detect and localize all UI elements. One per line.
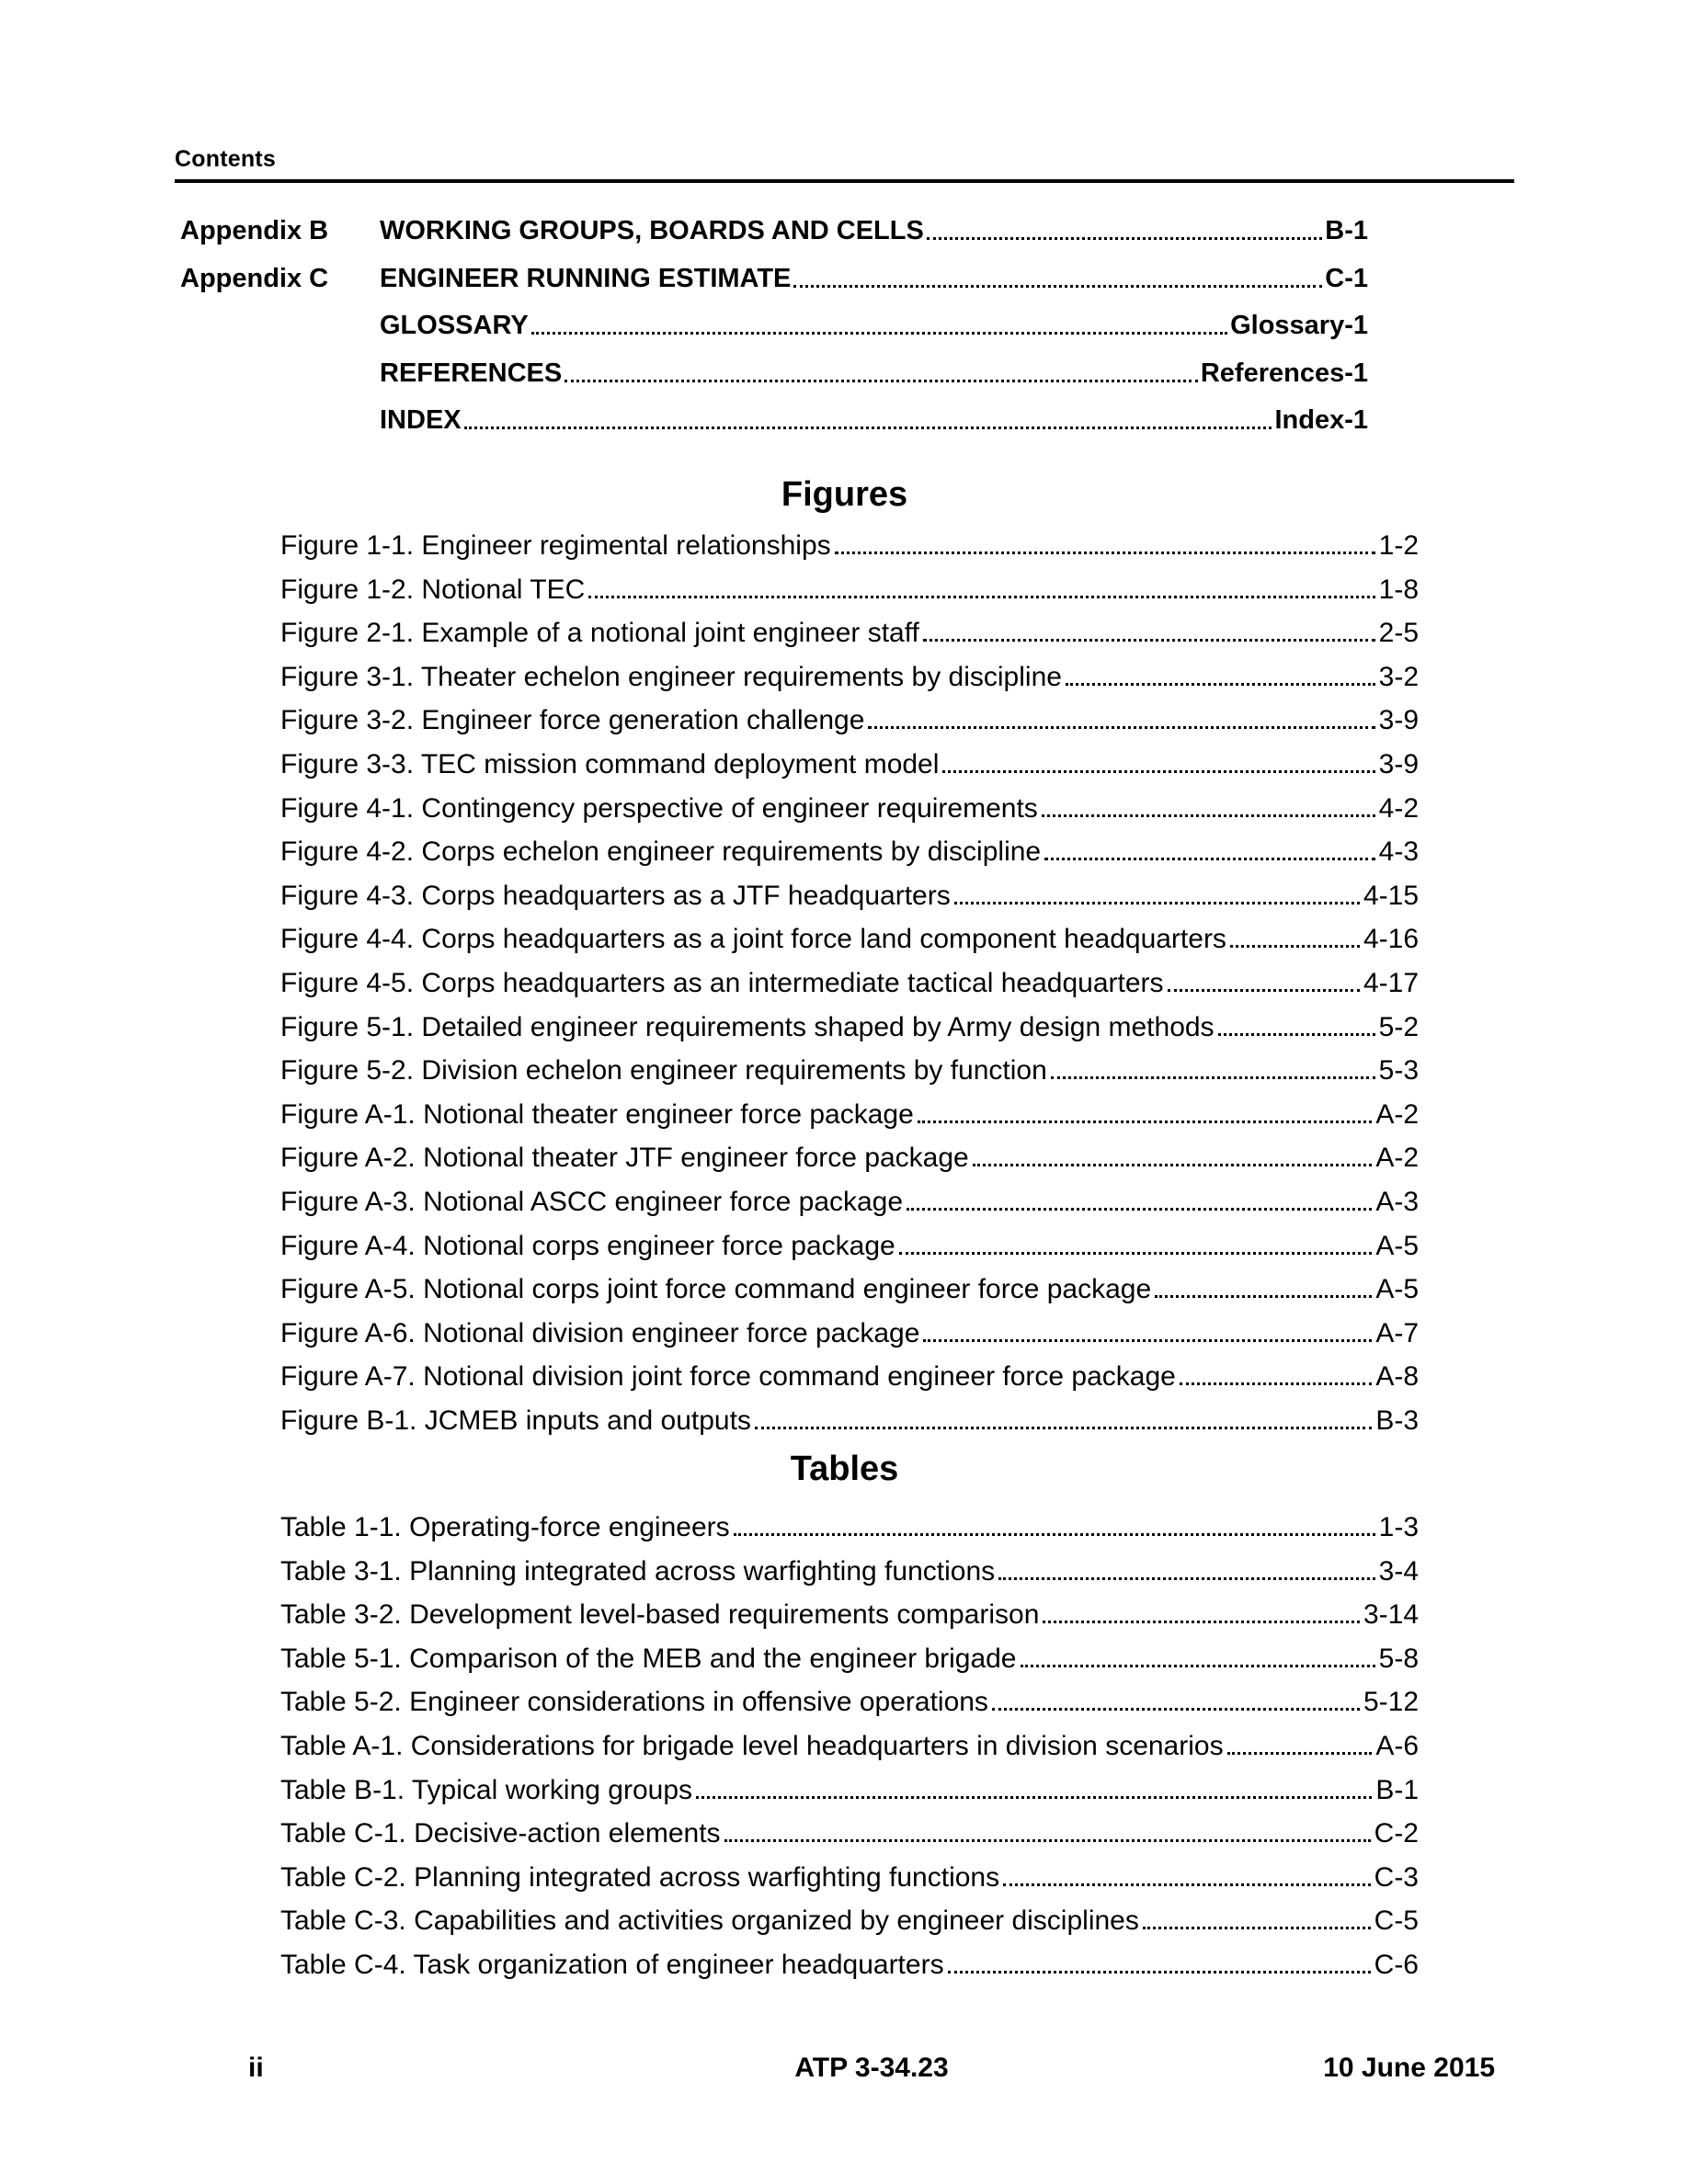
page-header <box>175 145 1514 183</box>
dot-leader <box>1003 1856 1371 1886</box>
toc-entry-page: 1-8 <box>1378 574 1419 605</box>
tables-heading: Tables <box>790 1450 899 1488</box>
toc-entry-title: Figure A-5. Notional corps joint force command engineer force package <box>280 1274 1152 1305</box>
toc-entry-page: C-5 <box>1374 1905 1419 1937</box>
toc-entry-title: Table C-1. Decisive-action elements <box>280 1818 721 1849</box>
toc-entry <box>280 830 1419 874</box>
toc-entry <box>280 1506 1419 1550</box>
toc-entry-label: Appendix B <box>180 216 329 245</box>
toc-entry-title: Figure 4-4. Corps headquarters as a joint force land component headquarters <box>280 924 1226 955</box>
toc-entry <box>280 1856 1419 1900</box>
toc-entry <box>280 1637 1419 1681</box>
toc-entry-title: Table 3-2. Development level-based requirements comparison <box>280 1599 1040 1631</box>
toc-entry-title: Figure B-1. JCMEB inputs and outputs <box>280 1405 751 1436</box>
toc-entry-page: Glossary-1 <box>1230 311 1368 341</box>
dot-leader <box>793 256 1322 288</box>
toc-entry-title: Figure 4-5. Corps headquarters as an intermediate tactical headquarters <box>280 967 1164 998</box>
toc-entry-page: 1-3 <box>1378 1512 1419 1542</box>
dot-leader <box>907 1180 1372 1211</box>
toc-entry-page: 3-14 <box>1363 1599 1419 1631</box>
dot-leader <box>1218 1006 1375 1036</box>
contents-header-label: Contents <box>175 146 276 172</box>
dot-leader <box>998 1550 1375 1580</box>
toc-entry-title: Figure A-6. Notional division engineer force package <box>280 1317 920 1348</box>
toc-entry <box>180 256 1368 303</box>
toc-entry-title: INDEX <box>380 405 462 436</box>
toc-entry-title: Figure 5-2. Division echelon engineer requirements by function <box>280 1055 1047 1086</box>
toc-entry-page: A-5 <box>1375 1274 1419 1305</box>
toc-entry <box>280 524 1419 568</box>
toc-entry-title: Figure 4-2. Corps echelon engineer requirements by discipline <box>280 836 1042 868</box>
toc-entry-title: Table B-1. Typical working groups <box>280 1774 693 1805</box>
toc-entry <box>280 1943 1419 1987</box>
toc-entry <box>280 917 1419 961</box>
toc-entry-page: 5-3 <box>1378 1055 1419 1086</box>
dot-leader <box>588 568 1374 598</box>
toc-entry <box>280 1724 1419 1769</box>
toc-entry-page: C-1 <box>1325 263 1368 293</box>
dot-leader <box>992 1680 1360 1711</box>
dot-leader <box>973 1136 1373 1166</box>
toc-entry-title: Table C-3. Capabilities and activities organized by engineer disciplines <box>280 1905 1139 1937</box>
tables-toc-list <box>280 1506 1419 1987</box>
toc-entry <box>280 1812 1419 1856</box>
toc-entry <box>280 1006 1419 1050</box>
dot-leader <box>1066 655 1375 686</box>
toc-entry <box>280 1049 1419 1093</box>
dot-leader <box>1180 1355 1372 1385</box>
toc-entry-page: 4-16 <box>1363 924 1419 955</box>
toc-entry-page: A-3 <box>1375 1186 1419 1217</box>
toc-entry-title: Table C-4. Task organization of engineer headquarters <box>280 1949 944 1980</box>
toc-entry-page: 5-8 <box>1378 1643 1419 1674</box>
toc-entry-page: A-2 <box>1375 1098 1419 1130</box>
toc-entry-title: Figure 5-1. Detailed engineer requirements shaped by Army design methods <box>280 1011 1215 1042</box>
dot-leader <box>464 397 1272 429</box>
toc-entry <box>280 961 1419 1006</box>
toc-entry-title: Table A-1. Considerations for brigade level headquarters in division scenarios <box>280 1730 1224 1761</box>
toc-entry <box>280 1224 1419 1268</box>
toc-entry-title: Figure 2-1. Example of a notional joint engineer staff <box>280 618 919 649</box>
dot-leader <box>918 1093 1373 1123</box>
front-matter-toc-list <box>180 208 1368 445</box>
toc-entry-page: 5-12 <box>1363 1687 1419 1718</box>
toc-entry-title: Table 1-1. Operating-force engineers <box>280 1512 730 1542</box>
toc-entry <box>280 1355 1419 1399</box>
toc-entry <box>280 655 1419 700</box>
dot-leader <box>734 1506 1375 1536</box>
toc-entry-page: 3-9 <box>1378 748 1419 779</box>
toc-entry-page: C-2 <box>1374 1818 1419 1849</box>
toc-entry-title: Table 3-1. Planning integrated across warfighting functions <box>280 1555 996 1587</box>
toc-entry <box>280 1180 1419 1224</box>
dot-leader <box>1227 1724 1373 1755</box>
toc-entry <box>280 874 1419 918</box>
toc-entry-page: References-1 <box>1200 358 1368 388</box>
toc-entry-title: Table 5-1. Comparison of the MEB and the engineer brigade <box>280 1643 1017 1674</box>
toc-entry-page: 5-2 <box>1378 1011 1419 1042</box>
dot-leader <box>954 874 1360 904</box>
toc-entry <box>280 1399 1419 1443</box>
figures-toc-list <box>280 524 1419 1442</box>
toc-entry-title: Figure A-4. Notional corps engineer force package <box>280 1230 895 1261</box>
dot-leader <box>942 743 1374 773</box>
toc-entry-title: WORKING GROUPS, BOARDS AND CELLS <box>380 216 924 245</box>
toc-entry <box>280 1899 1419 1943</box>
dot-leader <box>1044 830 1375 860</box>
dot-leader <box>1155 1268 1372 1298</box>
toc-entry-title: Figure 1-1. Engineer regimental relationships <box>280 530 831 561</box>
toc-entry <box>280 699 1419 743</box>
toc-entry-title: Figure 3-2. Engineer force generation challenge <box>280 705 865 736</box>
toc-entry-page: C-6 <box>1374 1949 1419 1980</box>
toc-entry <box>280 1093 1419 1137</box>
footer-page-number: ii <box>248 2053 264 2083</box>
toc-entry-page: B-1 <box>1375 1774 1419 1805</box>
toc-entry <box>280 743 1419 787</box>
toc-entry <box>180 397 1368 445</box>
toc-entry-title: Figure 3-1. Theater echelon engineer requirements by discipline <box>280 661 1062 692</box>
dot-leader <box>927 208 1322 240</box>
dot-leader <box>531 302 1227 335</box>
toc-entry-page: A-7 <box>1375 1317 1419 1348</box>
figures-heading: Figures <box>781 475 908 514</box>
toc-entry-title: GLOSSARY <box>380 311 529 341</box>
dot-leader <box>923 1312 1372 1342</box>
dot-leader <box>1051 1049 1375 1079</box>
toc-entry-page: 1-2 <box>1378 530 1419 561</box>
dot-leader <box>948 1943 1371 1974</box>
toc-entry-page: A-8 <box>1375 1361 1419 1393</box>
dot-leader <box>1021 1637 1375 1667</box>
dot-leader <box>899 1224 1373 1255</box>
toc-entry-title: Figure 1-2. Notional TEC <box>280 574 586 605</box>
toc-entry-page: B-3 <box>1375 1405 1419 1436</box>
toc-entry-page: Index-1 <box>1274 405 1368 436</box>
dot-leader <box>1042 787 1375 817</box>
toc-entry-title: Table 5-2. Engineer considerations in offensive operations <box>280 1687 988 1718</box>
dot-leader <box>923 611 1375 642</box>
toc-entry <box>280 611 1419 655</box>
toc-entry-page: 4-17 <box>1363 967 1419 998</box>
toc-entry <box>280 1680 1419 1724</box>
dot-leader <box>1230 917 1360 948</box>
toc-entry-label: Appendix C <box>180 263 329 293</box>
toc-entry-page: C-3 <box>1374 1861 1419 1893</box>
toc-entry <box>280 1769 1419 1813</box>
toc-entry-page: 4-2 <box>1378 792 1419 824</box>
dot-leader <box>565 350 1198 382</box>
toc-entry <box>280 1593 1419 1637</box>
dot-leader <box>868 699 1374 729</box>
toc-entry-page: 3-4 <box>1378 1555 1419 1587</box>
toc-entry-page: 3-9 <box>1378 705 1419 736</box>
toc-entry <box>280 1136 1419 1180</box>
toc-entry <box>280 1550 1419 1594</box>
toc-entry-page: A-6 <box>1375 1730 1419 1761</box>
toc-entry <box>280 1312 1419 1356</box>
footer-date: 10 June 2015 <box>1323 2053 1495 2083</box>
header-rule <box>175 179 1514 183</box>
toc-entry <box>280 787 1419 831</box>
toc-entry-title: Table C-2. Planning integrated across warfighting functions <box>280 1861 1000 1893</box>
dot-leader <box>696 1769 1372 1799</box>
toc-entry <box>280 568 1419 612</box>
toc-entry-page: A-2 <box>1375 1143 1419 1174</box>
toc-entry-page: 4-3 <box>1378 836 1419 868</box>
page-footer <box>248 2053 1495 2083</box>
toc-entry <box>180 208 1368 256</box>
toc-entry <box>280 1268 1419 1312</box>
toc-entry-page: A-5 <box>1375 1230 1419 1261</box>
toc-entry-title: ENGINEER RUNNING ESTIMATE <box>380 263 792 293</box>
toc-entry-title: Figure A-1. Notional theater engineer force package <box>280 1098 914 1130</box>
toc-entry-title: Figure 4-3. Corps headquarters as a JTF headquarters <box>280 880 951 911</box>
toc-entry-page: 3-2 <box>1378 661 1419 692</box>
toc-entry <box>180 302 1368 350</box>
toc-entry-title: Figure 4-1. Contingency perspective of engineer requirements <box>280 792 1038 824</box>
toc-entry-page: B-1 <box>1325 216 1368 245</box>
dot-leader <box>1168 961 1360 992</box>
dot-leader <box>1143 1899 1371 1929</box>
dot-leader <box>835 524 1375 554</box>
toc-entry-title: Figure 3-3. TEC mission command deployment model <box>280 748 940 779</box>
toc-entry-title: Figure A-3. Notional ASCC engineer force package <box>280 1186 904 1217</box>
toc-entry-page: 4-15 <box>1363 880 1419 911</box>
dot-leader <box>755 1399 1372 1429</box>
toc-entry-title: Figure A-2. Notional theater JTF engineer force package <box>280 1143 969 1174</box>
toc-entry-title: Figure A-7. Notional division joint force command engineer force package <box>280 1361 1176 1393</box>
toc-entry <box>180 350 1368 398</box>
toc-entry-title: REFERENCES <box>380 358 563 388</box>
footer-document-id: ATP 3-34.23 <box>794 2053 949 2083</box>
toc-entry-page: 2-5 <box>1378 618 1419 649</box>
dot-leader <box>1043 1593 1360 1623</box>
dot-leader <box>724 1812 1371 1842</box>
